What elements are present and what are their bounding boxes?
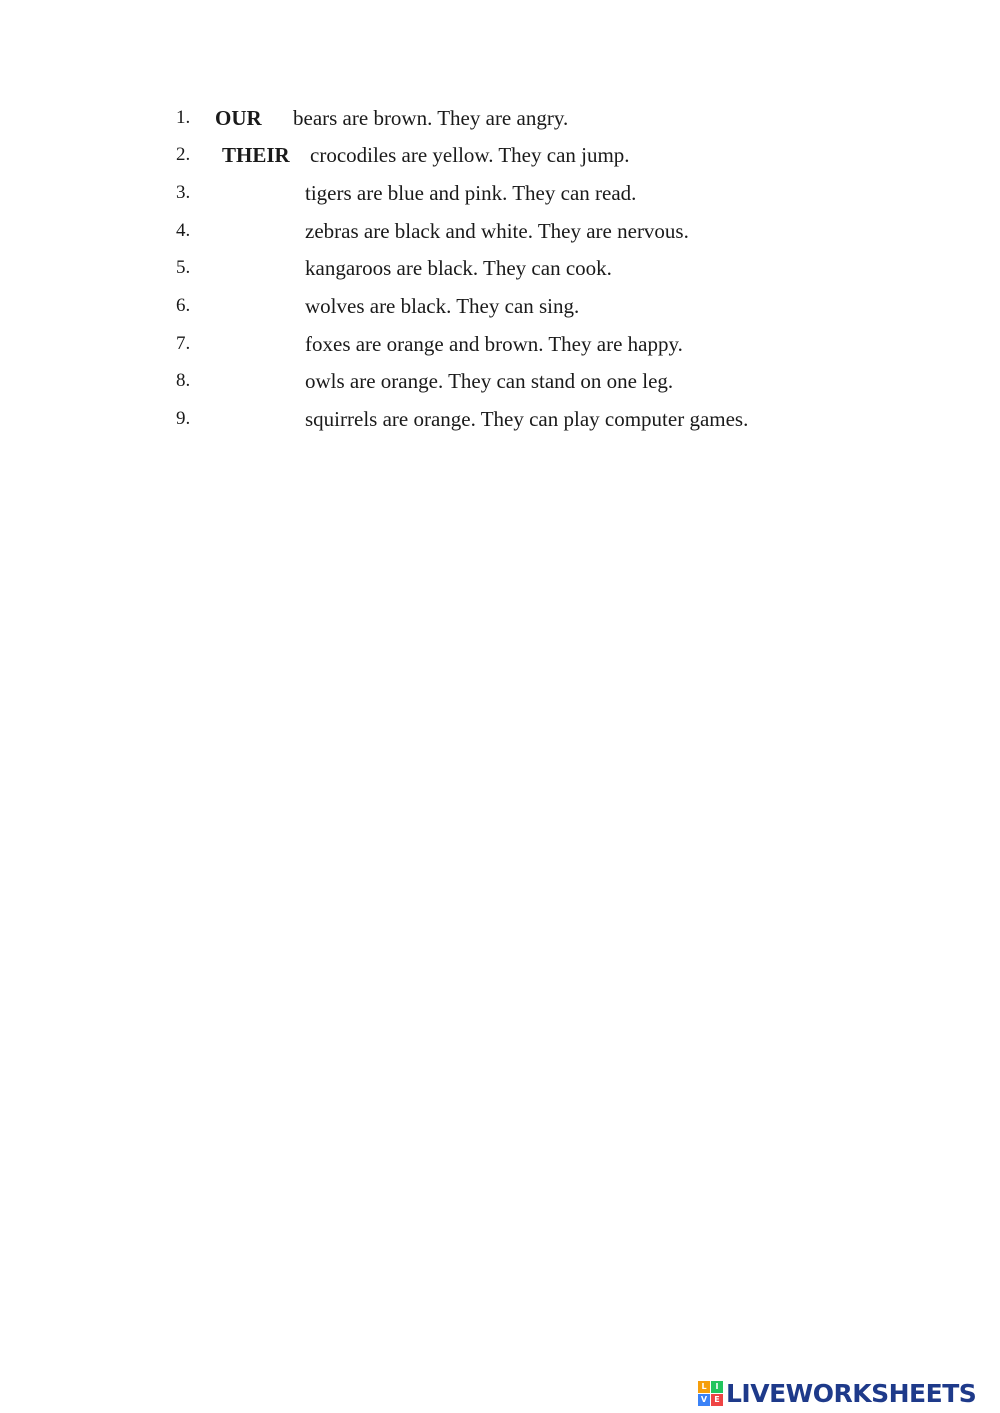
logo-tiles-icon	[698, 1381, 723, 1406]
list-item-9	[0, 404, 1000, 434]
answer-field[interactable]: OUR	[215, 106, 262, 130]
item-number: 2.	[176, 144, 191, 165]
item-sentence: kangaroos are black. They can cook.	[305, 256, 612, 280]
list-item-4	[0, 216, 1000, 246]
logo-tile: E	[711, 1394, 723, 1406]
item-sentence: crocodiles are yellow. They can jump.	[310, 143, 630, 167]
list-item-7	[0, 329, 1000, 359]
item-number: 7.	[176, 333, 191, 354]
list-item-8	[0, 366, 1000, 396]
item-number: 3.	[176, 182, 191, 203]
liveworksheets-logo	[698, 1377, 976, 1409]
item-number: 1.	[176, 107, 191, 128]
item-number: 4.	[176, 220, 191, 241]
logo-text: LIVEWORKSHEETS	[726, 1378, 977, 1408]
logo-tile: V	[698, 1394, 710, 1406]
item-sentence: wolves are black. They can sing.	[305, 294, 580, 318]
item-number: 9.	[176, 408, 191, 429]
logo-tile: I	[711, 1381, 723, 1393]
list-item-3	[0, 178, 1000, 208]
item-sentence: owls are orange. They can stand on one leg.	[305, 369, 674, 393]
item-sentence: bears are brown. They are angry.	[293, 106, 569, 130]
list-item-6	[0, 291, 1000, 321]
item-number: 8.	[176, 370, 191, 391]
list-item-1	[0, 103, 1000, 133]
logo-tile: L	[698, 1381, 710, 1393]
item-sentence: foxes are orange and brown. They are happy.	[305, 332, 683, 356]
item-sentence: squirrels are orange. They can play computer games.	[305, 407, 749, 431]
item-number: 6.	[176, 295, 191, 316]
item-sentence: tigers are blue and pink. They can read.	[305, 181, 637, 205]
list-item-5	[0, 253, 1000, 283]
answer-field[interactable]: THEIR	[222, 143, 290, 167]
item-number: 5.	[176, 257, 191, 278]
item-sentence: zebras are black and white. They are nervous.	[305, 219, 689, 243]
list-item-2	[0, 140, 1000, 170]
